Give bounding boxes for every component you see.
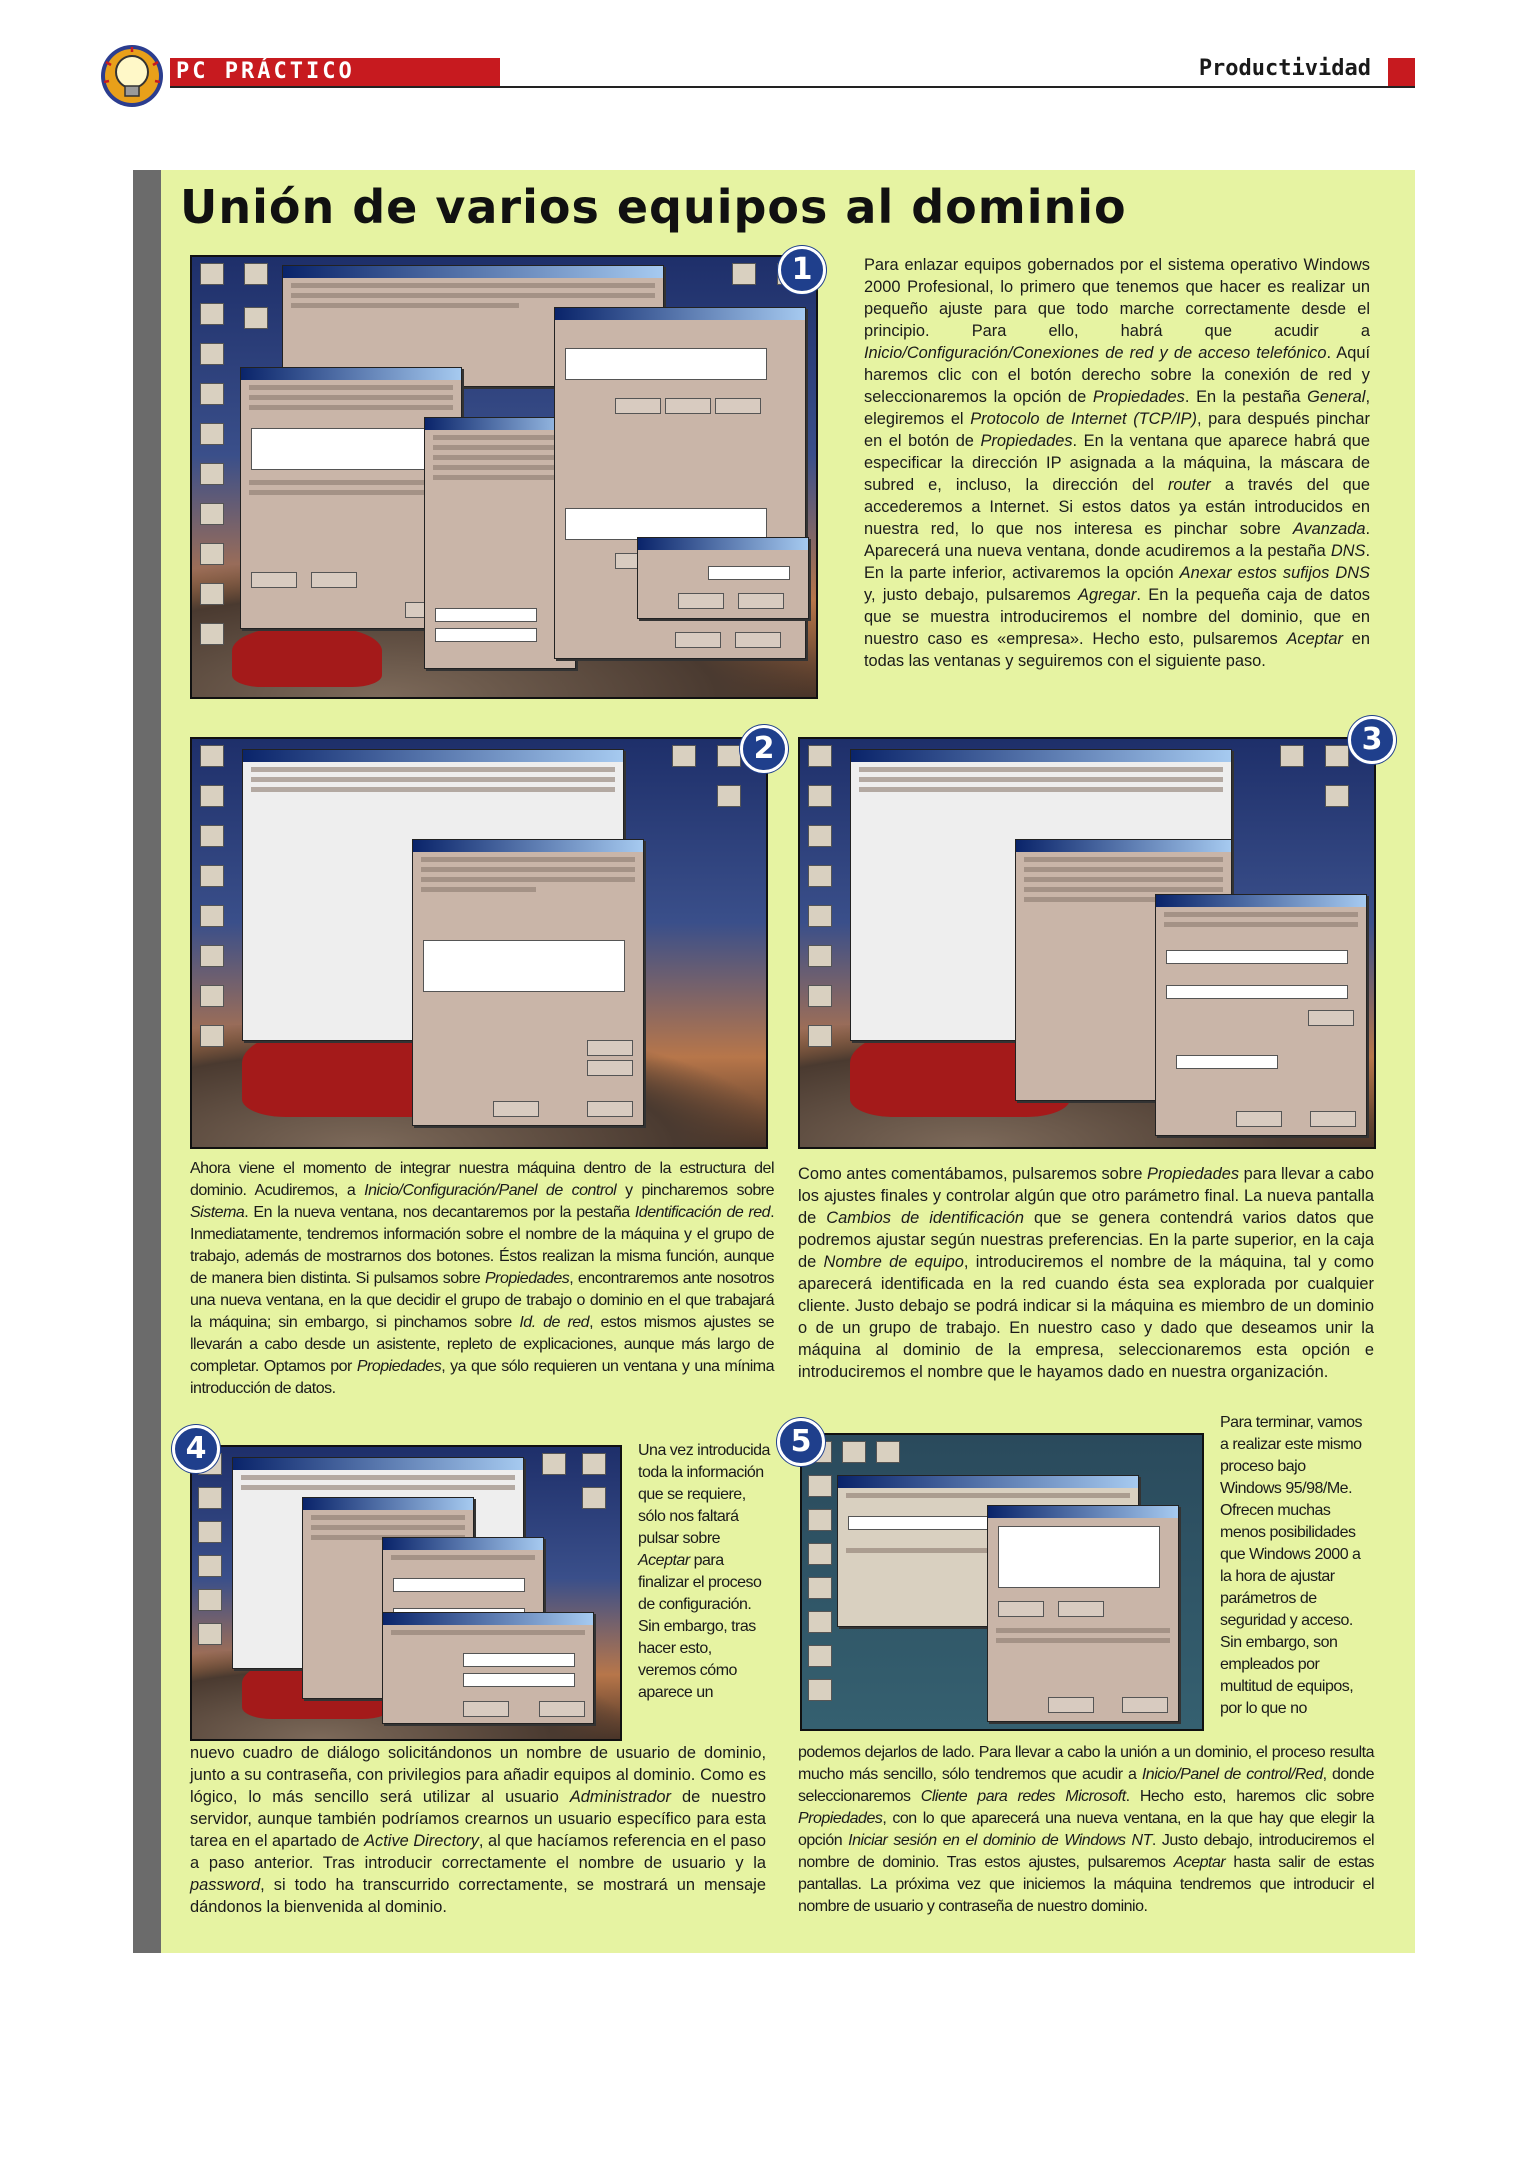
step-5-text (798, 1742, 1374, 1918)
header-rule (170, 86, 1415, 88)
italic-term: Active Directory (364, 1832, 479, 1850)
step-badge-2: 2 (740, 725, 788, 773)
italic-term: Inicio/Configuración/Conexiones de red y de acceso telefónico (864, 344, 1327, 362)
step-4-side-text (638, 1440, 770, 1704)
italic-term: Avanzada (1292, 520, 1366, 538)
screenshot-step-2 (190, 737, 768, 1149)
italic-term: Iniciar sesión en el dominio de Windows NT (848, 1832, 1152, 1849)
italic-term: Nombre de equipo (823, 1253, 964, 1271)
italic-term: General (1307, 388, 1366, 406)
step-badge-1: 1 (778, 246, 826, 294)
step-4-side-paragraph: Una vez introducida toda la información que se requiere, sólo nos faltará pulsar sobre Aceptar para finalizar el proceso de configuración. Sin embargo, tras hacer esto, veremos cómo aparece un (638, 1442, 770, 1701)
italic-term: Inicio/Configuración/Panel de control (364, 1182, 617, 1199)
step-3-text (798, 1163, 1374, 1383)
italic-term: password (190, 1876, 261, 1894)
step-1-paragraph: Para enlazar equipos gobernados por el sistema operativo Windows 2000 Profesional, lo primero que tenemos que hacer es realizar un pequeño ajuste para que todo marche correctamente desde el principio. Para ello, habrá que acudir a Inicio/Configuración/Conexiones de red y de acceso telefónico. Aquí haremos clic con el botón derecho sobre la conexión de red y seleccionaremos la opción de Propiedades. En la pestaña General, elegiremos el Protocolo de Internet (TCP/IP), para después pinchar en el botón de Propiedades. En la ventana que aparece habrá que especificar la dirección IP asignada a la máquina, la máscara de subred e, incluso, la dirección del router a través del que accederemos a Internet. Si estos datos ya están introducidos en nuestra red, lo que nos interesa es pinchar sobre Avanzada. Aparecerá una nueva ventana, donde acudiremos a la pestaña DNS. En la parte inferior, activaremos la opción Anexar estos sufijos DNS y, justo debajo, pulsaremos Agregar. En la pequeña caja de datos que se muestra introduciremos el nombre del dominio, que en nuestro caso es «empresa». Hecho esto, pulsaremos Aceptar en todas las ventanas y seguiremos con el siguiente paso. (864, 256, 1371, 670)
step-5-paragraph: podemos dejarlos de lado. Para llevar a cabo la unión a un dominio, el proceso resulta mucho más sencillo, sólo tendremos que acudir a Inicio/Panel de control/Red, donde seleccionaremos Cliente para redes Microsoft. Hecho esto, haremos clic sobre Propiedades, con lo que aparecerá una nueva ventana, en la que hay que elegir la opción Iniciar sesión en el dominio de Windows NT. Justo debajo, introduciremos el nombre de dominio. Tras estos ajustes, pulsaremos Aceptar hasta salir de estas pantallas. La próxima vez que iniciemos la máquina tendremos que introducir el nombre de usuario y contraseña de nuestro dominio. (798, 1744, 1375, 1915)
step-3-paragraph: Como antes comentábamos, pulsaremos sobre Propiedades para llevar a cabo los ajustes finales y controlar algún que otro parámetro final. La nueva pantalla de Cambios de identificación que se genera contendrá varios datos que podremos ajustar según nuestras preferencias. En la parte superior, en la caja de Nombre de equipo, introduciremos el nombre de la máquina, tal y como aparecerá identificada en la red cuando ésta sea explorada por cualquier cliente. Justo debajo se podrá indicar si la máquina es miembro de un dominio o de un grupo de trabajo. En nuestro caso y dado que deseamos unir la máquina al dominio de la empresa, seleccionaremos esta opción e introduciremos el nombre que le hayamos dado en nuestra organización. (798, 1165, 1374, 1381)
italic-term: Cliente para redes Microsoft (920, 1788, 1126, 1805)
italic-term: Propiedades (356, 1358, 442, 1375)
italic-term: Propiedades (1147, 1165, 1240, 1183)
screenshot-step-5 (800, 1433, 1204, 1731)
category-marker (1388, 58, 1415, 86)
italic-term: Anexar estos sufijos DNS (1179, 564, 1370, 582)
panel-side-strip (133, 170, 161, 1953)
italic-term: Sistema (190, 1204, 245, 1221)
italic-term: router (1167, 476, 1211, 494)
screenshot-step-1 (190, 255, 818, 699)
category-label: Productividad (1198, 56, 1371, 81)
article-title: Unión de varios equipos al dominio (180, 180, 1127, 234)
step-5-side-text (1220, 1412, 1370, 1720)
step-badge-3: 3 (1348, 716, 1396, 764)
step-2-text (190, 1158, 774, 1400)
italic-term: Id. de red (519, 1314, 590, 1331)
italic-term: Identificación de red (634, 1204, 771, 1221)
italic-term: DNS (1330, 542, 1366, 560)
step-2-paragraph: Ahora viene el momento de integrar nuestra máquina dentro de la estructura del dominio. Acudiremos, a Inicio/Configuración/Panel de control y pincharemos sobre Sistema. En la nueva ventana, nos decantaremos por la pestaña Identificación de red. Inmediatamente, tendremos información sobre el nombre de la máquina y el grupo de trabajo, además de mostrarnos dos botones. Éstos realizan la misma función, aunque de manera bien distinta. Si pulsamos sobre Propiedades, encontraremos ante nosotros una nueva ventana, en la que decidir el grupo de trabajo o dominio en el que trabajará la máquina; sin embargo, si pinchamos sobre Id. de red, estos mismos ajustes se llevarán a cabo desde un asistente, repleto de explicaciones, aunque más largo de completar. Optamos por Propiedades, ya que sólo requieren un ventana y una mínima introducción de datos. (190, 1160, 775, 1397)
section-label: PC PRÁCTICO (176, 59, 355, 84)
step-4-paragraph: nuevo cuadro de diálogo solicitándonos un nombre de usuario de dominio, junto a su contraseña, con privilegios para añadir equipos al dominio. Como es lógico, lo más sencillo será utilizar al usuario Administrador de nuestro servidor, aunque también podríamos crearnos un usuario específico para esta tarea en el apartado de Active Directory, al que hacíamos referencia en el paso a paso anterior. Tras introducir correctamente el nombre de usuario y la password, si todo ha transcurrido correctamente, se mostrará un mensaje dándonos la bienvenida al dominio. (190, 1744, 767, 1916)
italic-term: Protocolo de Internet (TCP/IP) (970, 410, 1197, 428)
italic-term: Propiedades (980, 432, 1073, 450)
italic-term: Aceptar (638, 1552, 690, 1569)
lightbulb-icon (92, 42, 172, 110)
italic-term: Administrador (569, 1788, 671, 1806)
italic-term: Cambios de identificación (826, 1209, 1024, 1227)
italic-term: Propiedades (484, 1270, 570, 1287)
step-5-side-paragraph: Para terminar, vamos a realizar este mismo proceso bajo Windows 95/98/Me. Ofrecen muchas menos posibilidades que Windows 2000 a la hora de ajustar parámetros de seguridad y acceso. Sin embargo, son empleados por multitud de equipos, por lo que no (1220, 1414, 1363, 1717)
italic-term: Inicio/Panel de control/Red (1141, 1766, 1323, 1783)
screenshot-step-4 (190, 1445, 622, 1741)
step-badge-4: 4 (172, 1425, 220, 1473)
italic-term: Agregar (1078, 586, 1137, 604)
screenshot-step-3 (798, 737, 1376, 1149)
italic-term: Aceptar (1173, 1854, 1226, 1871)
italic-term: Propiedades (1092, 388, 1185, 406)
step-4-text (190, 1742, 766, 1918)
italic-term: Aceptar (1286, 630, 1343, 648)
italic-term: Propiedades (798, 1810, 883, 1827)
step-1-text (864, 254, 1370, 672)
step-badge-5: 5 (777, 1418, 825, 1466)
